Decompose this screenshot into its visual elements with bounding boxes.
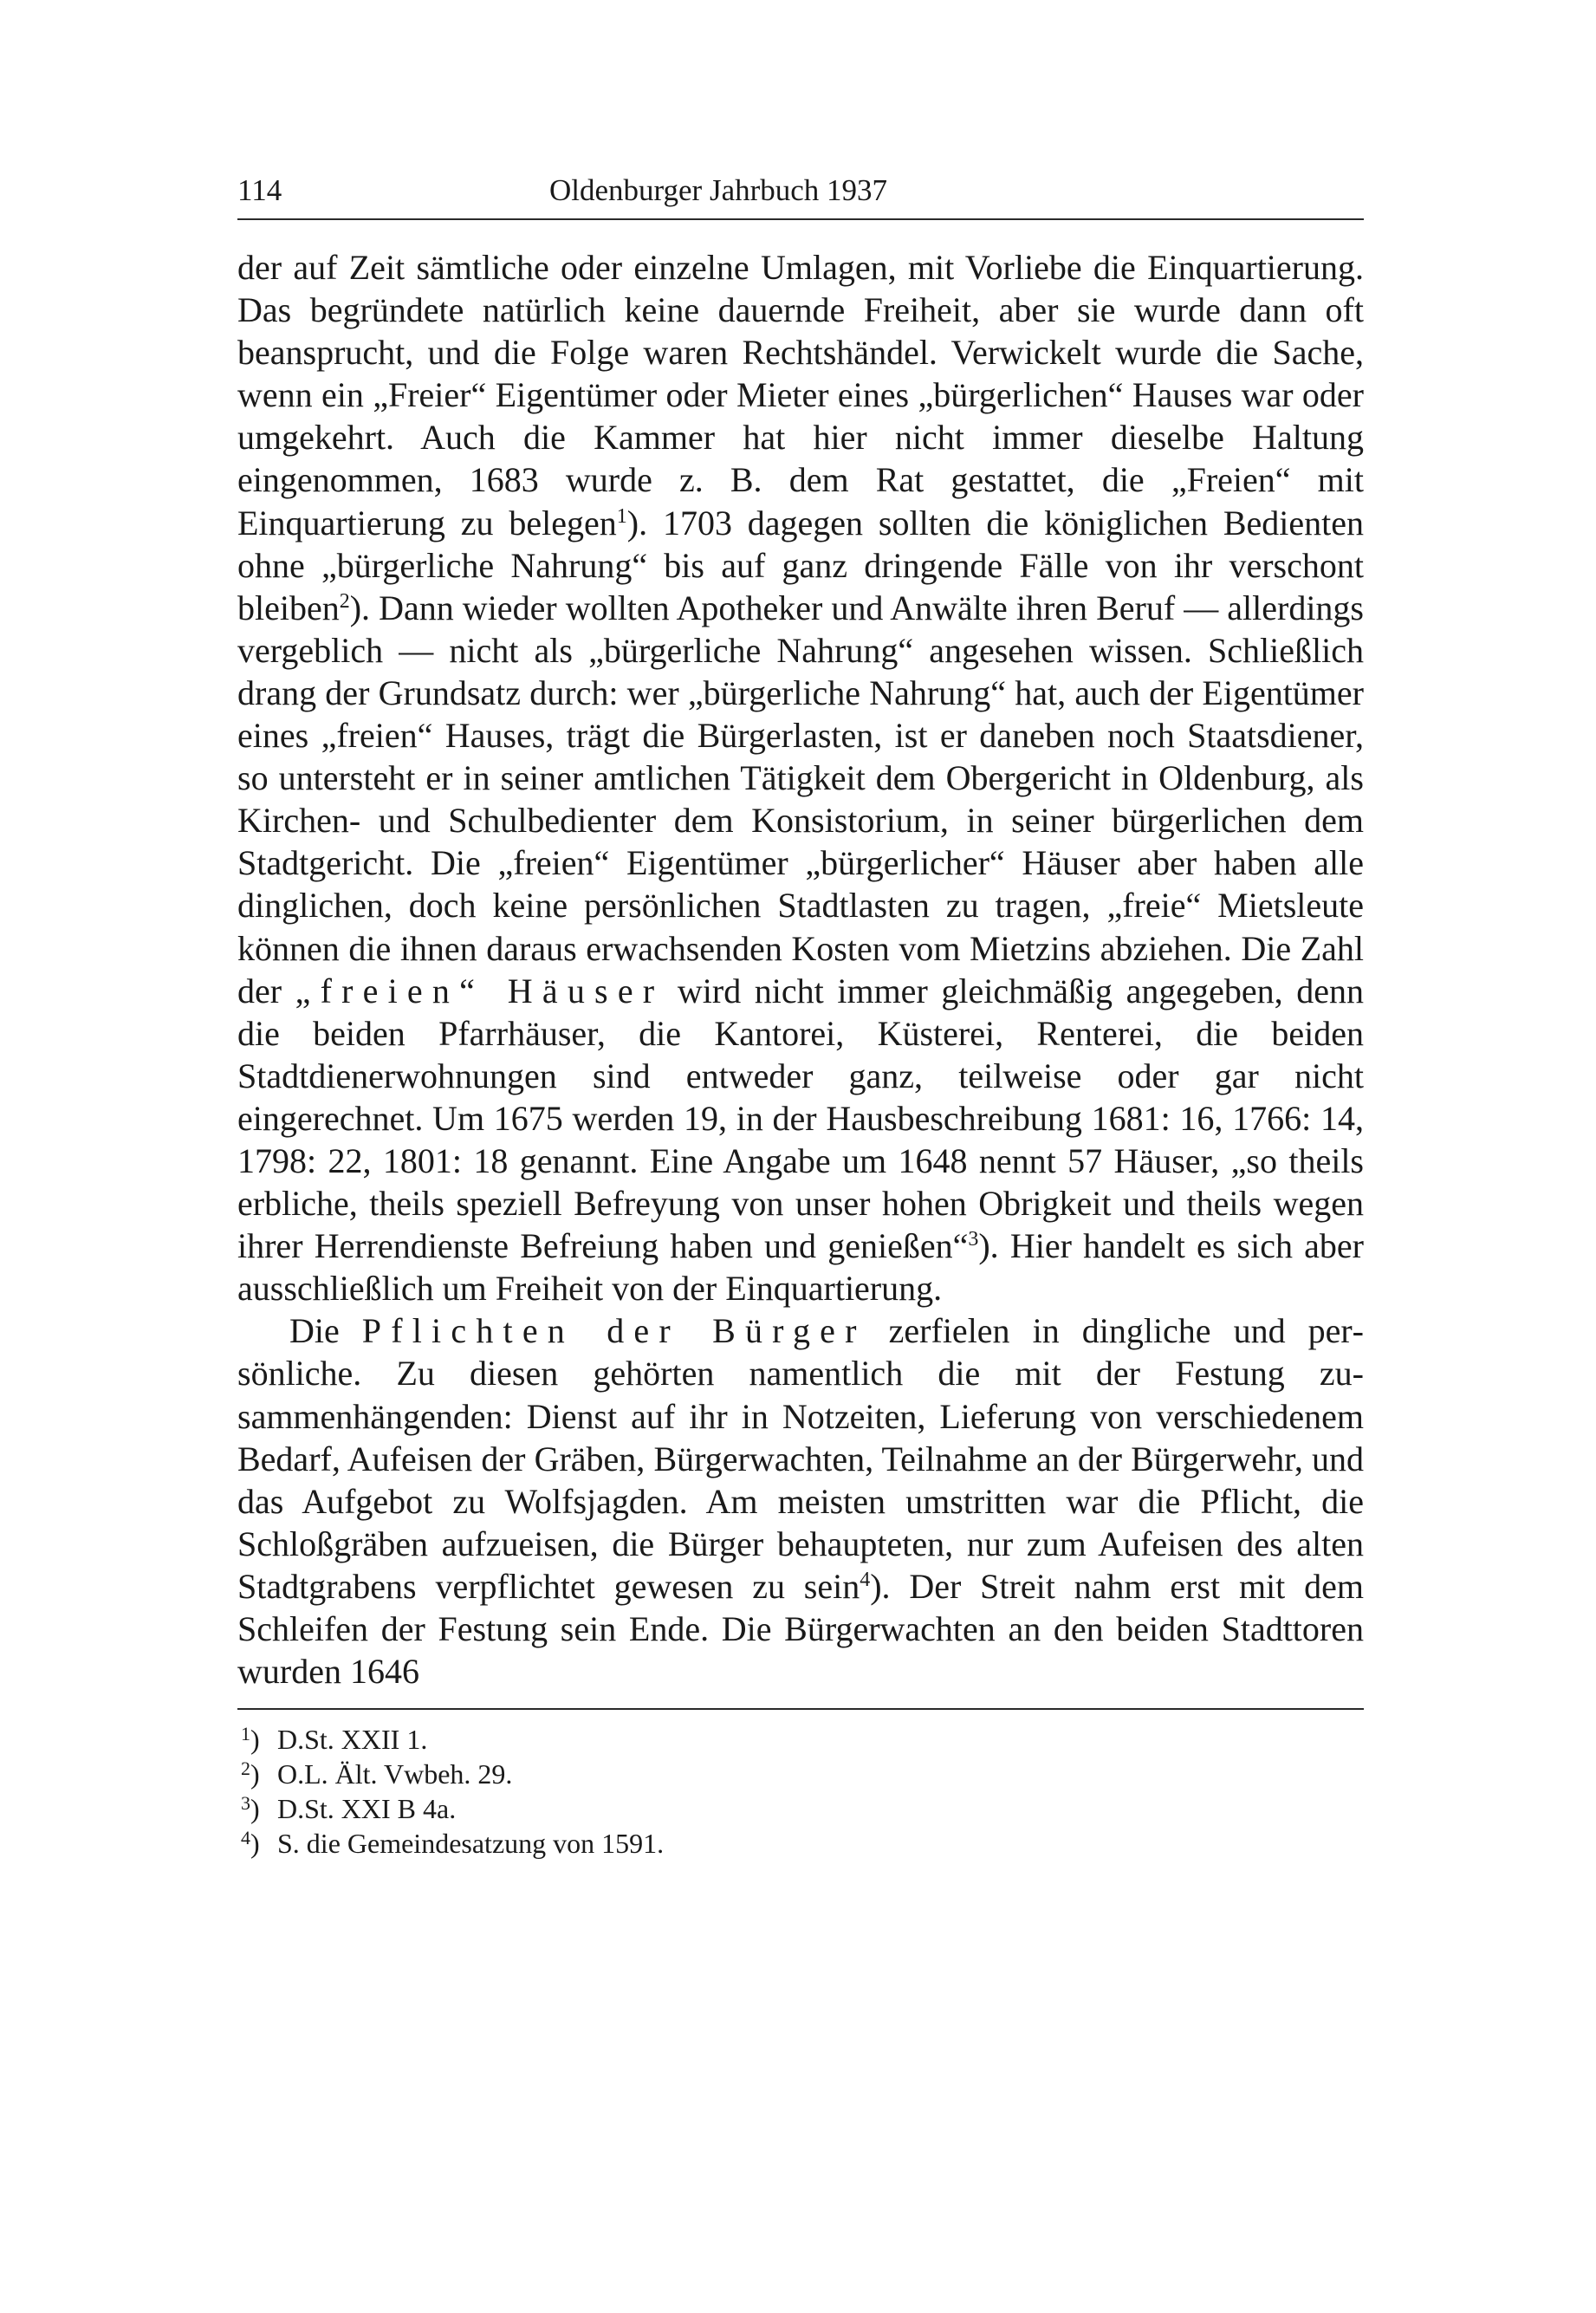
footnote-ref-2: 2 (339, 589, 350, 613)
footnote-number: 1 (241, 1723, 250, 1745)
footnote-number: 2 (241, 1757, 250, 1780)
paragraph-1-text-2: ). 1703 dagegen sollten die königlichen Bedienten ohne „bürgerliche Nahrung“ bis auf ganz dringende Fälle von ihr verschont bleiben (237, 503, 1364, 627)
paragraph-2-text-3: ). Der Streit nahm erst mit dem Schleifen der Festung sein Ende. Die Bürgerwachten an den beiden Stadttoren wurden 1646 (237, 1566, 1364, 1692)
spaced-emphasis-freien-haeuser: „freien“ Häuser (295, 971, 665, 1010)
footnote-mark: $^4$) (241, 1827, 260, 1860)
footnote-number: 3 (241, 1792, 250, 1815)
paragraph-2-text-1: Die (289, 1311, 362, 1351)
footnote-mark: $^3$) (241, 1792, 260, 1825)
page-number: 114 (237, 173, 282, 207)
footnote-ref-3: 3 (968, 1228, 979, 1251)
footnote (241, 1826, 1364, 1861)
footnote (241, 1757, 1364, 1791)
book-page (237, 165, 1364, 1861)
footnote-mark: $^1$) (241, 1723, 260, 1756)
footnote-ref-4: 4 (860, 1568, 871, 1591)
paragraph-2-text-2: zerfielen in dingliche und persönliche. Zu diesen gehörten namentlich die mit der Festung zusammenhängenden: Dienst auf ihr in Notzeiten, Lieferung von verschiedenem Bedarf, Aufeisen der Gräben, Bürgerwachten, Teilnahme an der Bürgerwehr, und das Aufgebot zu Wolfsjagden. Am meisten umstritten war die Pflicht, die Schloßgräben aufzueisen, die Bürger behaupteten, nur zum Aufeisen des alten Stadtgrabens verpflichtet gewesen zu sein (237, 1311, 1364, 1606)
footnote-text: S. die Gemeindesatzung von 1591. (277, 1828, 665, 1860)
journal-title: Oldenburger Jahrbuch 1937 (548, 173, 888, 207)
paragraph-2 (237, 1309, 1364, 1693)
paragraph-1-text-3: ). Dann wieder wollten Apotheker und Anwälte ihren Beruf — allerdings vergeblich — nicht als „bürgerliche Nahrung“ angesehen wissen. Schließlich drang der Grundsatz durch: wer „bürgerliche Nahrung“ hat, auch der Eigentümer eines „freien“ Hauses, trägt die Bürgerlasten, ist er daneben noch Staatsdiener, so untersteht er in seiner amtlichen Tätigkeit dem Obergericht in Oldenburg, als Kirchen- und Schulbedienter dem Konsistorium, in seiner bürgerlichen dem Stadtgericht. Die „freien“ Eigentümer „bürgerlicher“ Häuser aber haben alle dinglichen, doch keine persönlichen Stadtlasten zu tragen, „freie“ Mietsleute können die ihnen daraus erwachsenden Kosten vom Mietzins abziehen. Die Zahl der (237, 588, 1364, 1010)
header-rule (237, 218, 1364, 220)
footnote (241, 1791, 1364, 1826)
footnote-rule (237, 1708, 1364, 1710)
footnote-text: D.St. XXII 1. (277, 1724, 428, 1756)
footnote-ref-1: 1 (616, 504, 627, 528)
footnotes (237, 1722, 1364, 1861)
footnote-text: D.St. XXI B 4a. (277, 1793, 457, 1825)
paragraph-1-text-1: der auf Zeit sämtliche oder einzelne Umlagen, mit Vorliebe die Einquartierung. Das begründete natürlich keine dauernde Freiheit, aber sie wurde dann oft beansprucht, und die Folge waren Rechtshändel. Verwickelt wurde die Sache, wenn ein „Freier“ Eigentümer oder Mieter eines „bürgerlichen“ Hauses war oder umgekehrt. Auch die Kammer hat hier nicht immer dieselbe Haltung eingenommen, 1683 wurde z. B. dem Rat gestattet, die „Freien“ mit Einquartierung zu belegen (237, 248, 1364, 543)
footnote-mark: $^2$) (241, 1757, 260, 1790)
paragraph-1-text-5: ). Hier handelt es sich aber ausschließlich um Freiheit von der Einquartierung. (237, 1226, 1365, 1309)
spaced-emphasis-pflichten: Pflichten der Bürger (361, 1311, 866, 1351)
footnote (241, 1722, 1364, 1757)
body-text (237, 246, 1364, 1693)
paragraph-1 (237, 246, 1364, 1309)
footnote-number: 4 (241, 1827, 250, 1849)
running-head (237, 165, 1364, 217)
footnote-text: O.L. Ält. Vwbeh. 29. (277, 1758, 513, 1790)
paragraph-1-text-4: wird nicht immer gleichmäßig angegeben, denn die beiden Pfarrhäuser, die Kantorei, Küsterei, Renterei, die beiden Stadtdienerwohnungen sind entweder ganz, teilweise oder gar nicht eingerechnet. Um 1675 werden 19, in der Hausbeschreibung 1681: 16, 1766: 14, 1798: 22, 1801: 18 genannt. Eine Angabe um 1648 nennt 57 Häuser, „so theils erbliche, theils speziell Befreyung von unser hohen Obrigkeit und theils wegen ihrer Herrendienste Befreiung haben und genießen“ (237, 971, 1364, 1266)
